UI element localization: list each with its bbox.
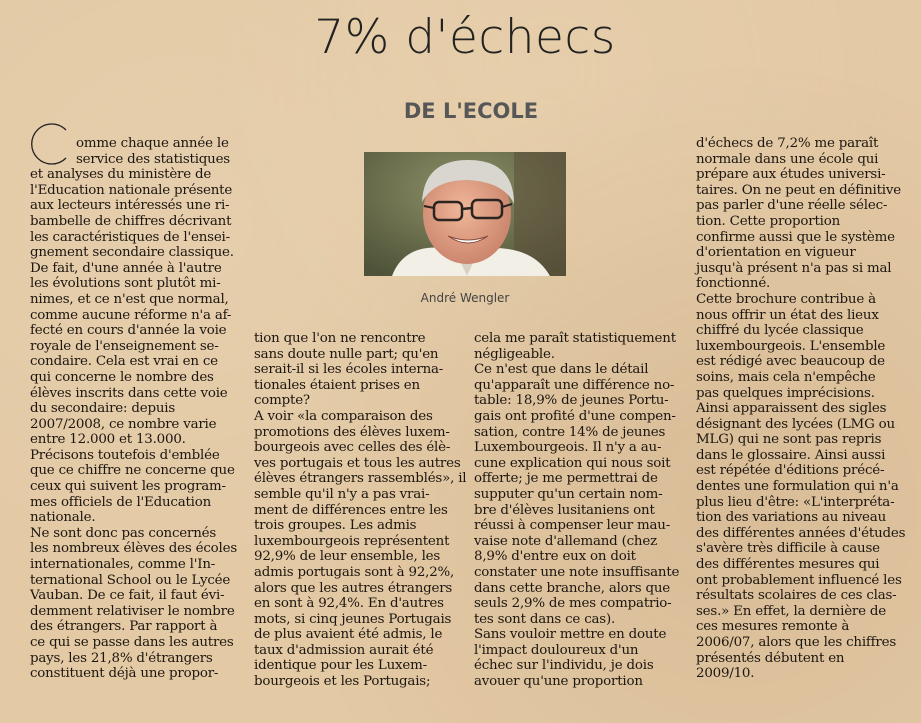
text-line: Ainsi apparaissent des sigles (696, 401, 887, 417)
text-line: serait-il si les écoles interna- (254, 362, 444, 378)
text-line: pas quelques imprécisions. (696, 385, 875, 401)
text-line: prépare aux études universi- (696, 167, 886, 183)
text-line: Luxembourgeois. Il n'y a au- (474, 440, 662, 456)
text-line: pays, les 21,8% d'étrangers (30, 650, 213, 666)
text-line: dentes une formulation qui n'a (696, 479, 899, 495)
photo-caption: André Wengler (420, 291, 510, 305)
text-line: vaise note d'allemand (chez (474, 533, 657, 549)
text-line: nimes, et ce n'est que normal, (30, 291, 229, 307)
text-line: 8,9% d'entre eux on doit (474, 549, 636, 565)
text-line: plus lieu d'être: «L'interpréta- (696, 494, 895, 510)
text-line: compte? (254, 393, 310, 409)
text-line: cela me paraît statistiquement (474, 331, 676, 346)
text-line: table: 18,9% de jeunes Portu- (474, 393, 669, 409)
text-line: ternational School ou le Lycée (30, 572, 231, 588)
text-line: d'échecs de 7,2% me paraît (696, 136, 879, 151)
text-line: taux d'admission aurait été (254, 642, 434, 658)
text-line: qu'apparaît une différence no- (474, 377, 675, 393)
text-line: normale dans une école qui (696, 151, 879, 167)
text-line: ves portugais et tous les autres (254, 455, 461, 471)
text-line: dans le glossaire. Ainsi aussi (696, 447, 886, 463)
article-column-4 (696, 136, 905, 682)
text-line: entre 12.000 et 13.000. (30, 432, 186, 448)
text-line: pas parler d'une réelle sélec- (696, 198, 888, 214)
text-line: présentés débutent en (696, 650, 845, 666)
text-line: trois groupes. Les admis (254, 518, 417, 534)
text-line: ce qui se passe dans les autres (30, 635, 234, 650)
text-line: bambelle de chiffres décrivant (30, 213, 232, 229)
text-line: dans cette branche, alors que (474, 580, 670, 596)
text-line: bourgeois et les Portugais; (254, 674, 431, 690)
text-line: luxembourgeois représentent (254, 533, 450, 549)
text-line: tion. Cette proportion (696, 213, 840, 229)
text-line: tionales étaient prises en (254, 377, 420, 393)
text-line: résultats scolaires de ces clas- (696, 588, 897, 604)
text-line: Précisons toutefois d'emblée (30, 447, 220, 463)
text-line: internationales, comme l'In- (30, 557, 216, 573)
article-column-2 (254, 331, 466, 690)
text-line: gais ont profité d'une compen- (474, 408, 676, 424)
text-line: s'avère très difficile à cause (696, 541, 880, 557)
text-line: mots, si cinq jeunes Portugais (254, 611, 452, 627)
text-line: échec sur l'individu, je dois (474, 658, 654, 674)
text-line: semble qu'il n'y a pas vrai- (254, 486, 430, 502)
text-line: est rédigé avec beaucoup de (696, 354, 885, 370)
text-line: élèves étrangers rassemblés», il (254, 471, 467, 487)
kicker: DE L'ECOLE (403, 99, 539, 123)
text-line: d'orientation en vigueur (696, 245, 856, 261)
text-line: des différentes mesures qui (696, 557, 880, 573)
text-line: 2009/10. (696, 666, 755, 682)
text-line: des différentes années d'études (696, 525, 906, 541)
text-line: gnement secondaire classique. (30, 245, 234, 261)
text-line: est répétée d'éditions précé- (696, 463, 885, 479)
text-line: négligeable. (474, 346, 555, 362)
text-line: ses.» En effet, la dernière de (696, 603, 887, 619)
text-line: service des statistiques (76, 151, 230, 167)
text-line: A voir «la comparaison des (254, 408, 433, 424)
text-line: constater une note insuffisante (474, 564, 680, 580)
text-line: seuls 2,9% de mes compatrio- (474, 596, 672, 612)
text-line: jusqu'à présent n'a pas si mal (696, 260, 892, 276)
article-column-1 (30, 136, 237, 682)
text-line: tion des variations au niveau (696, 510, 886, 526)
text-line: bre d'élèves lusitaniens ont (474, 502, 655, 518)
text-line: cune explication qui nous soit (474, 455, 671, 471)
text-line: que ce chiffre ne concerne que (30, 463, 235, 479)
text-line: 2006/07, alors que les chiffres (696, 635, 897, 650)
text-line: nationale. (30, 510, 96, 526)
text-line: ont probablement influencé les (696, 572, 902, 588)
text-line: ces mesures remonte à (696, 619, 850, 635)
text-line: mes officiels de l'Education (30, 494, 212, 510)
text-line: soins, mais cela n'empêche (696, 369, 876, 385)
text-line: taires. On ne peut en définitive (696, 182, 901, 198)
text-line: sans doute nulle part; qu'en (254, 346, 439, 362)
text-line: désignant des lycées (LMG ou (696, 416, 895, 432)
text-line: Ne sont donc pas concernés (30, 525, 217, 541)
text-line: sation, contre 14% de jeunes (474, 424, 666, 440)
text-line: luxembourgeois. L'ensemble (696, 338, 886, 354)
article-column-3 (474, 331, 679, 690)
text-line: Sans vouloir mettre en doute (474, 627, 667, 643)
text-line: promotions des élèves luxem- (254, 424, 450, 440)
text-line: fecté en cours d'année la voie (30, 323, 227, 339)
text-line: ment de différences entre les (254, 502, 448, 518)
text-line: l'impact douloureux d'un (474, 642, 639, 658)
text-line: constituent déjà une propor- (30, 666, 219, 682)
text-line: Cette brochure contribue à (696, 291, 876, 307)
text-line: chiffré du lycée classique (696, 323, 864, 339)
text-line: royale de l'enseignement se- (30, 338, 219, 354)
text-line: fonctionné. (696, 276, 771, 292)
text-line: les nombreux élèves des écoles (30, 541, 237, 557)
text-line: ceux qui suivent les program- (30, 479, 226, 495)
text-line: De fait, d'une année à l'autre (30, 260, 222, 276)
text-line: tes sont dans ce cas). (474, 611, 616, 627)
text-line: élèves inscrits dans cette voie (30, 385, 228, 401)
text-line: demment relativiser le nombre (30, 603, 235, 619)
text-line: offerte; je me permettrai de (474, 471, 658, 487)
text-line: les caractéristiques de l'ensei- (30, 229, 230, 245)
text-line: alors que les autres étrangers (254, 580, 453, 596)
text-line: et analyses du ministère de (30, 167, 212, 183)
text-line: condaire. Cela est vrai en ce (30, 354, 218, 370)
author-photo (364, 152, 566, 276)
text-line: les évolutions sont plutôt mi- (30, 276, 221, 292)
text-line: confirme aussi que le système (696, 229, 895, 245)
text-line: MLG) qui ne sont pas repris (696, 432, 882, 448)
text-line: des étrangers. Par rapport à (30, 619, 218, 635)
text-line: l'Education nationale présente (30, 182, 233, 198)
text-line: 2007/2008, ce nombre varie (30, 416, 217, 432)
text-line: réussi à compenser leur mau- (474, 518, 671, 534)
text-line: Vauban. De ce fait, il faut évi- (30, 588, 225, 604)
text-line: du secondaire: depuis (30, 401, 176, 417)
text-line: 92,9% de leur ensemble, les (254, 549, 441, 565)
text-line: de plus avaient été admis, le (254, 627, 443, 643)
text-line: nous offrir un état des lieux (696, 307, 879, 323)
text-line: omme chaque année le (76, 136, 229, 151)
text-line: en sont à 92,4%. En d'autres (254, 596, 444, 612)
text-line: qui concerne le nombre des (30, 369, 214, 385)
text-line: avouer qu'une proportion (474, 674, 643, 690)
text-line: bourgeois avec celles des élè- (254, 440, 451, 456)
text-line: Ce n'est que dans le détail (474, 362, 649, 378)
text-line: aux lecteurs intéressés une ri- (30, 198, 230, 214)
headline: 7% d'échecs (314, 10, 616, 65)
text-line: comme aucune réforme n'a af- (30, 307, 232, 323)
text-line: supputer qu'un certain nom- (474, 486, 663, 502)
text-line: admis portugais sont à 92,2%, (254, 564, 455, 580)
text-line: identique pour les Luxem- (254, 658, 427, 674)
text-line: tion que l'on ne rencontre (254, 331, 426, 346)
